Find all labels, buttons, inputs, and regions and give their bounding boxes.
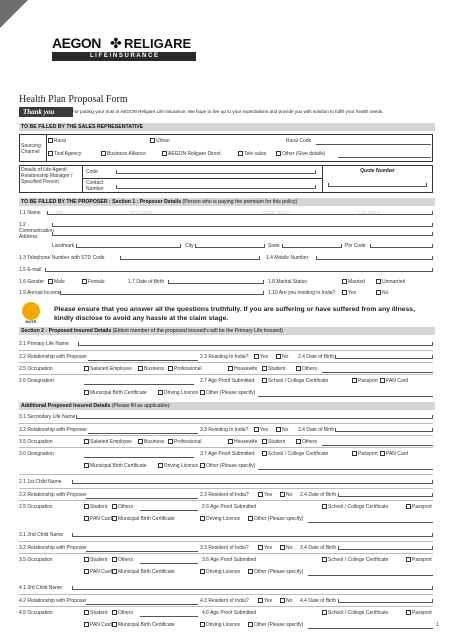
marital-unmarried[interactable]: Unmarried [376,279,405,285]
child-proof-school[interactable]: School / College Certificate [322,610,388,616]
occupation-professional[interactable]: Professional [168,366,202,372]
secondary-dob-field[interactable] [335,428,433,432]
separator [19,606,433,607]
city-field[interactable] [195,244,265,248]
separator [19,423,433,424]
occupation-student[interactable]: Student [262,366,285,372]
thank-you-badge: Thank you [19,107,73,117]
separator [19,362,433,363]
child-name-field[interactable] [72,533,433,537]
secondary-residing-label: 3.3 Residing In India? [200,427,249,433]
religare-logo: RELIGARE [124,36,192,51]
designation-label: 2.6 Designation [19,378,54,384]
name-hint-first: First Name [130,210,153,215]
child-relationship-label: 2.2 Relationship with Proposer [19,492,87,498]
sales-section-header: TO BE FILLED BY THE SALES REPRESENTATIVE [19,123,435,131]
telephone-field[interactable] [120,256,260,260]
residing-no[interactable]: No [376,290,388,296]
child-proof-municipal[interactable]: Municipal Birth Certificate [112,569,175,575]
separator [19,447,433,448]
child-age-proof-label: 4.6 Age Proof Submitted [202,610,257,616]
secondary-proof-pan[interactable]: PAN Card [380,451,408,457]
separator [19,594,433,595]
separator [19,541,433,542]
child-resident-label: 2.3 Resident of India? [200,492,249,498]
secondary-occupation-salaried[interactable]: Salaried Employee [84,439,132,445]
proof-other-field[interactable] [258,396,433,397]
secondary-occupation-label: 3.5 Occupation [19,439,53,445]
secondary-proof-municipal[interactable]: Municipal Birth Certificate [84,463,147,469]
marital-label: 1.8 Marital Status [268,279,307,285]
child-relationship-field[interactable] [86,498,198,499]
secondary-designation-label: 3.6 Designation [19,451,54,457]
residing-yes[interactable]: Yes [342,290,356,296]
child-dob-label: 3.4 Date of Birth [300,545,337,551]
child-dob-label: 2.4 Date of Birth [300,492,337,498]
code-label: Code [86,169,98,175]
child-proof-driving[interactable]: Driving Licence [200,569,240,575]
child-dob-field[interactable] [338,599,433,603]
rural-code-label: Rural Code [286,138,312,144]
rural-code-field[interactable] [316,144,431,145]
gender-male[interactable]: Male [48,279,65,285]
child-age-proof-label: 3.6 Age Proof Submitted [202,557,257,563]
proof-pan[interactable]: PAN Card [380,378,408,384]
occupation-business[interactable]: Business [138,366,164,372]
primary-name-field[interactable] [78,342,433,346]
proof-municipal[interactable]: Municipal Birth Certificate [84,390,147,396]
quote-number-field[interactable] [328,183,427,187]
child-name-label: 3.1 2nd Child Name [19,532,64,538]
child-relationship-field[interactable] [86,604,198,605]
insured-section-header: Section 2 : Proposed Insured Details (Eldest member of the proposed insured's will be the Primary Life Insured) [19,327,435,335]
child-relationship-label: 3.2 Relationship with Proposer [19,545,87,551]
child-proof-municipal[interactable]: Municipal Birth Certificate [112,516,175,522]
child-name-label: 4.1 3rd Child Name [19,585,63,591]
secondary-occupation-housewife[interactable]: Housewife [228,439,257,445]
tagline-bar: L I F E I N S U R A N C E [52,52,196,61]
separator [19,488,433,489]
pin-code-label: Pin Code [345,243,366,249]
proof-passport[interactable]: Passport [352,378,378,384]
name-hint-middle: Middle Name [262,210,290,215]
secondary-proof-passport[interactable]: Passport [352,451,378,457]
gender-label: 1.6 Gender [19,279,45,285]
mobile-label: 1.4 Mobile Number [266,255,309,261]
secondary-occupation-professional[interactable]: Professional [168,439,202,445]
child-proof-school[interactable]: School / College Certificate [322,504,388,510]
secondary-occupation-business[interactable]: Business [138,439,164,445]
separator [19,553,433,554]
insured-residing-no[interactable]: No [276,354,288,360]
child-occupation-others[interactable]: Others [112,557,133,563]
proof-other[interactable]: Other (Please specify) [200,390,255,396]
child-occupation-label: 2.5 Occupation [19,504,53,510]
name-label: 1.1 Name [19,210,41,216]
address-label: 1.2 Communication Address [19,222,54,240]
child-name-label: 2.1 1st Child Name [19,479,62,485]
secondary-relationship-label: 3.2 Relationship with Proposer [19,427,87,433]
gender-female[interactable]: Female [82,279,105,285]
proof-driving[interactable]: Driving Licence [158,390,198,396]
child-others-field[interactable] [140,510,198,511]
notice-icon-label: NOTE [25,319,37,324]
child-name-field[interactable] [72,586,433,590]
child-proof-other-field[interactable] [308,628,433,629]
code-field[interactable] [116,170,316,174]
secondary-name-field[interactable] [76,415,433,419]
separator [19,500,433,501]
child-occupation-label: 4.5 Occupation [19,610,53,616]
child-proof-driving[interactable]: Driving Licence [200,622,240,628]
child-proof-school[interactable]: School / College Certificate [322,557,388,563]
age-proof-label: 2.7 Age Proof Submitted [200,378,255,384]
name-hint-title: Title [55,210,64,215]
occupation-housewife[interactable]: Housewife [228,366,257,372]
relationship-label: 2.2 Relationship with Proposer [19,354,87,360]
email-field[interactable] [45,268,433,272]
child-occupation-label: 3.5 Occupation [19,557,53,563]
form-title: Health Plan Proposal Form [19,94,128,105]
income-field[interactable] [60,291,264,295]
city-label: City [185,243,194,249]
secondary-proof-other-field[interactable] [258,469,433,470]
child-proof-other[interactable]: Other (Please specify) [248,569,303,575]
secondary-occupation-others[interactable]: Others [296,439,317,445]
child-occupation-student[interactable]: Student [84,610,107,616]
child-proof-driving[interactable]: Driving Licence [200,516,240,522]
sourcing-divider [46,134,47,162]
contact-number-label: Contact Number [86,180,104,192]
occupation-others[interactable]: Others [296,366,317,372]
clover-icon: ✤ [110,35,122,51]
channel-tied-agency[interactable]: Tied Agency [48,151,81,157]
child-proof-pan[interactable]: PAN Card [84,622,112,628]
secondary-residing-yes[interactable]: Yes [254,427,268,433]
residing-label: 1.10 Are you residing in India? [268,290,336,296]
child-proof-passport[interactable]: Passport [406,504,432,510]
state-field[interactable] [282,244,342,248]
secondary-designation-field[interactable] [84,457,194,458]
child-others-field[interactable] [140,563,198,564]
income-label: 1.9 Annual Income [19,290,61,296]
child-dob-label: 4.4 Date of Birth [300,598,337,604]
child-relationship-label: 4.2 Relationship with Proposer [19,598,87,604]
occupation-salaried[interactable]: Salaried Employee [84,366,132,372]
separator [19,350,433,351]
email-label: 1.5 E-mail [19,267,42,273]
child-relationship-field[interactable] [86,551,198,552]
child-proof-other[interactable]: Other (Please specify) [248,622,303,628]
telephone-label: 1.3 Telephone Number with STD Code [19,255,105,261]
child-proof-other-field[interactable] [308,575,433,576]
child-resident-no[interactable]: No [280,492,292,498]
landmark-field[interactable] [76,244,181,248]
primary-name-label: 2.1 Primary Life Name [19,341,69,347]
dob-field[interactable] [168,280,264,284]
channel-tele-sales[interactable]: Tele sales [238,151,266,157]
child-occupation-student[interactable]: Student [84,557,107,563]
child-others-field[interactable] [140,616,198,617]
channel-other[interactable]: Other (Give details) [276,151,325,157]
child-name-field[interactable] [72,480,433,484]
contact-number-field[interactable] [116,185,316,189]
address-field-2[interactable] [52,232,433,236]
insured-dob-label: 2.4 Date of Birth [298,354,335,360]
intro-text: For putting your trust in AEGON Religare Life Insurance. We hope to live up to your expectations and provide you with solution to fulfill your health needs. [72,109,384,114]
child-proof-pan[interactable]: PAN Card [84,569,112,575]
child-resident-no[interactable]: No [280,545,292,551]
quote-number-label: Quote Number [360,168,395,174]
logo [52,35,222,77]
child-proof-other-field[interactable] [308,522,433,523]
channel-other-details[interactable] [338,157,431,158]
child-dob-field[interactable] [338,493,433,497]
insured-dob-field[interactable] [335,355,433,359]
aegon-logo: AEGON [52,35,101,51]
secondary-proof-school[interactable]: School / College Certificate [262,451,328,457]
proposer-section-header: TO BE FILLED BY THE PROPOSER : Section 1 : Proposer Details (Person who is paying the premium for this policy) [19,198,435,206]
occupation-label: 2.5 Occupation [19,366,53,372]
child-resident-yes[interactable]: Yes [258,492,272,498]
dob-label: 1.7 Date of Birth [128,279,165,285]
child-proof-passport[interactable]: Passport [406,610,432,616]
child-occupation-student[interactable]: Student [84,504,107,510]
secondary-proof-driving[interactable]: Driving Licence [158,463,198,469]
additional-section-header: Additional Proposed Insured Details (Please fill as applicable): [19,402,435,410]
child-proof-pan[interactable]: PAN Card [84,516,112,522]
proof-school[interactable]: School / College Certificate [262,378,328,384]
child-proof-municipal[interactable]: Municipal Birth Certificate [112,622,175,628]
secondary-residing-no[interactable]: No [276,427,288,433]
corner-decoration [0,0,28,28]
pin-code-field[interactable] [370,244,433,248]
secondary-relationship-field[interactable] [88,433,198,434]
child-occupation-others[interactable]: Others [112,504,133,510]
child-dob-field[interactable] [338,546,433,550]
marital-married[interactable]: Married [342,279,365,285]
notice-icon [22,302,40,320]
child-resident-yes[interactable]: Yes [258,545,272,551]
child-proof-passport[interactable]: Passport [406,557,432,563]
child-resident-label: 3.3 Resident of India? [200,545,249,551]
secondary-age-proof-label: 3.7 Age Proof Submitted [200,451,255,457]
child-age-proof-label: 2.6 Age Proof Submitted [202,504,257,510]
landmark-label: Landmark [52,243,75,249]
child-resident-yes[interactable]: Yes [258,598,272,604]
child-occupation-others[interactable]: Others [112,610,133,616]
child-resident-no[interactable]: No [280,598,292,604]
urban-option[interactable]: Urban [150,138,170,144]
mobile-field[interactable] [316,256,433,260]
child-proof-other[interactable]: Other (Please specify) [248,516,303,522]
secondary-dob-label: 3.4 Date of Birth [298,427,335,433]
agent-divider [82,165,83,193]
secondary-others-field[interactable] [322,445,433,446]
sourcing-label: Sourcing Channel [21,143,41,155]
insured-residing-yes[interactable]: Yes [254,354,268,360]
address-field-1[interactable] [52,223,433,227]
agent-row-divider [82,178,322,179]
name-hint-last: Last Name [358,210,381,215]
state-label: State [268,243,280,249]
channel-aegon-direct[interactable]: AEGON Religare Direct [162,151,221,157]
page-number: 1 [436,622,439,628]
child-resident-label: 4.3 Resident of India? [200,598,249,604]
occupation-others-field[interactable] [322,372,433,373]
separator [19,435,433,436]
notice-text: Please ensure that you answer all the questions truthfully. If you are suffering or have suffered from any illness, kindly disclose to avoid any hassle at the claim stage. [54,306,415,322]
secondary-occupation-student[interactable]: Student [262,439,285,445]
secondary-name-label: 3.1 Secondary Life Name [19,414,76,420]
designation-field[interactable] [84,384,194,385]
secondary-proof-other[interactable]: Other (Please specify) [200,463,255,469]
separator [19,474,433,475]
residing-india-label: 2.3 Residing In India? [200,354,249,360]
rural-option[interactable]: Rural [48,138,66,144]
agent-details-label: Details of Life Agent/ Relationship Manager / Specified Person [21,167,73,185]
separator [19,374,433,375]
relationship-field[interactable] [88,360,198,361]
channel-business-alliance[interactable]: Business Alliance [101,151,146,157]
